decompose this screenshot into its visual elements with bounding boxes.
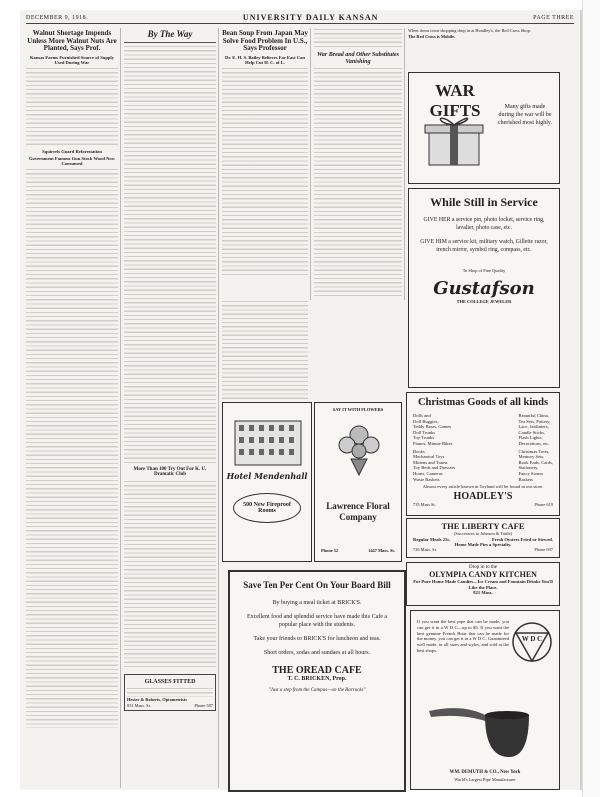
red-cross-note: The Red Cross is Mobile. <box>408 33 456 39</box>
article-text <box>314 67 402 297</box>
building-icon <box>227 413 309 467</box>
column-war-bread <box>314 28 402 318</box>
liberty-oysters: Fresh Oysters Fried or Stewed. <box>492 537 553 542</box>
christmas-list-left: Dolls and Doll Buggies, Teddy Bears, Games Doll Trunks Toy Trunks Pianos, Minute Bikes Books Mechanical Toys Mittens and Trains Toy Beds and Dressers Horns, Cameras Waste Baskets <box>413 413 456 482</box>
column-rule <box>404 28 405 300</box>
pipe-icon <box>425 697 535 761</box>
dramatic-club-headline: More Than 100 Try Out For K. U. Dramatic Club <box>133 466 207 478</box>
war-bread-headline: War Bread and Other Substitutes Vanishing <box>317 52 399 65</box>
wdc-pipe-ad <box>410 610 560 790</box>
gustafson-subtitle: THE COLLEGE JEWELER <box>456 298 512 304</box>
page-header <box>26 12 574 24</box>
article-text <box>222 300 308 400</box>
glasses-phone: Phone 587 <box>194 702 213 708</box>
article-text <box>124 45 216 465</box>
header-date: DECEMBER 9, 1918. <box>26 14 89 21</box>
liberty-cafe-title: THE LIBERTY CAFE <box>441 521 525 531</box>
war-gifts-ad <box>408 72 560 184</box>
gustafson-logo: Gustafson <box>433 277 535 299</box>
oread-name: THE OREAD CAFE <box>272 665 362 676</box>
column-5-top <box>408 28 558 58</box>
bean-soup-subhead: Dr. E. H. S. Bailey Believes Far East Can Help Cut H. C. of L. <box>225 55 305 66</box>
walnut-subhead: Kansas Farms Furnished Source of Supply Used During War <box>29 55 115 66</box>
hoadleys-logo: HOADLEY'S <box>453 490 513 502</box>
oread-owner: T. C. BRICKEN, Prop. <box>287 676 347 682</box>
olympia-candy-ad <box>406 562 560 606</box>
page-edge-strip <box>582 0 600 797</box>
header-title: UNIVERSITY DAILY KANSAN <box>242 13 379 22</box>
flowers-ad <box>314 402 402 562</box>
article-text <box>26 168 118 728</box>
christmas-footer: Almost every article known in Toyland will be found in our store. <box>422 484 544 490</box>
liberty-meals: Regular Meals 25c. <box>413 537 451 542</box>
service-her: GIVE HER a service pin, photo locket, service ring, lavalier, photo case, etc. <box>423 217 545 231</box>
article-text <box>222 67 308 277</box>
column-bean-soup <box>222 28 308 318</box>
oread-p1: By buying a meal ticket at BRICK'S. <box>272 600 362 606</box>
service-him: GIVE HIM a service kit, military watch, Gillette razor, trench mirror, symbol ring, compass, etc. <box>420 239 548 253</box>
olympia-title: OLYMPIA CANDY KITCHEN <box>429 570 537 579</box>
flowers-banner: SAY IT WITH FLOWERS <box>332 407 384 412</box>
flowers-phone: Phone 52 <box>321 547 339 553</box>
glasses-ad <box>124 674 216 712</box>
article-text <box>314 28 402 50</box>
oread-cafe-ad <box>228 570 406 792</box>
hoadleys-phone: Phone 619 <box>534 501 553 507</box>
by-the-way-headline: By The Way <box>124 30 216 43</box>
wdc-text: If you want the best pipe that can be made, you can get it in a W D C—up to $5. If you want the best genuine French Briar that can be made for the money, you can get it in a W D C. Guaranteed well made, in all sizes and styles, and sold at the best shops. <box>417 619 509 653</box>
oread-tagline: "Just a step from the Campus—on the Barracks" <box>268 688 366 693</box>
oread-p4: Short orders, sodas and sundaes at all hours. <box>263 650 371 656</box>
liberty-cafe-ad <box>406 518 560 558</box>
ad-text <box>127 687 213 697</box>
christmas-title: Christmas Goods of all kinds <box>417 397 549 408</box>
wdc-maker-sub: World's Largest Pipe Manufacturer <box>454 777 516 782</box>
walnut-headline: Walnut Shortage Impends Unless More Walnut Nuts Are Planted, Says Prof. <box>27 29 117 53</box>
column-rule <box>120 28 121 788</box>
hotel-rooms: 500 New Fireproof Rooms <box>233 493 301 523</box>
article-text <box>26 67 118 147</box>
hoadleys-address: 735 Mass St. <box>413 501 436 507</box>
header-page: PAGE THREE <box>533 14 574 21</box>
walnut-subhead-2: Squirrels Guard Reforestation <box>42 149 102 155</box>
walnut-subhead-3: Government Famous Gun Stock Wood Now Consumed <box>28 156 116 167</box>
liberty-cafe-sub: (Successors to Johnson & Tuttle) <box>453 531 513 536</box>
column-by-the-way <box>124 28 216 788</box>
christmas-ad <box>406 392 560 516</box>
war-gifts-title: WAR GIFTS <box>429 81 481 120</box>
war-gifts-text: Many gifts made during the war will be cherished most highly. <box>497 104 553 126</box>
bean-soup-headline: Bean Soup From Japan May Solve Food Problem In U.S., Says Professor <box>222 29 308 53</box>
oread-title: Save Ten Per Cent On Your Board Bill <box>243 580 391 590</box>
wdc-logo-text: W D C <box>521 635 543 643</box>
hotel-name: Hotel Mendenhall <box>226 471 308 481</box>
flower-bouquet-icon <box>329 417 389 477</box>
olympia-top: Drop in to the <box>469 565 497 570</box>
column-3-continuation <box>222 300 308 400</box>
column-rule <box>218 28 219 788</box>
article-text <box>124 480 216 670</box>
liberty-address: 726 Mass. St. <box>413 547 437 552</box>
oread-p3: Take your friends to BRICK'S for luncheon and teas. <box>253 636 381 642</box>
liberty-pies: Home Made Pies a Specialty. <box>454 542 512 547</box>
newspaper-page <box>20 10 582 790</box>
service-ad <box>408 188 560 388</box>
glasses-headline: GLASSES FITTED <box>144 678 196 685</box>
service-tagline: To Shop of Fine Quality <box>462 268 506 273</box>
liberty-phone: Phone 697 <box>534 547 553 552</box>
flowers-address: 1447 Mass. St. <box>368 547 395 553</box>
column-rule <box>310 28 311 300</box>
olympia-address: 821 Mass. <box>473 590 493 595</box>
flowers-firm: Lawrence Floral Company <box>326 501 390 522</box>
wdc-triangle-logo <box>511 621 553 667</box>
glasses-firm: Hester & Roberts, Optometrists <box>127 697 187 703</box>
hotel-ad <box>222 402 312 562</box>
gift-box-icon <box>419 109 489 169</box>
wdc-maker: WM. DEMUTH & CO., New York <box>449 770 521 775</box>
glasses-address: 831 Mass. St. <box>127 702 151 708</box>
service-title: While Still in Service <box>430 195 538 209</box>
christmas-list-right: Beautiful China, Tea Sets, Pottery, Lace, Jardiniers, Candle Sticks, Flash Lights, Decorations, etc. Christmas Trees, Memory Sets, Book Ends, Cards, Stationery, Fancy Stones Baskets <box>518 413 553 482</box>
olympia-line: For Pure Home Made Candies—Ice Cream and Fountain Drinks You'll Like the Place. <box>413 579 553 590</box>
column-walnut <box>26 28 118 788</box>
oread-p2: Excellent food and splendid service have made this Cafe a popular place with the students. <box>246 614 388 628</box>
hoadley-note: When down town shopping drop in at Hoadley's, the Red Cross Shop. <box>408 28 531 33</box>
